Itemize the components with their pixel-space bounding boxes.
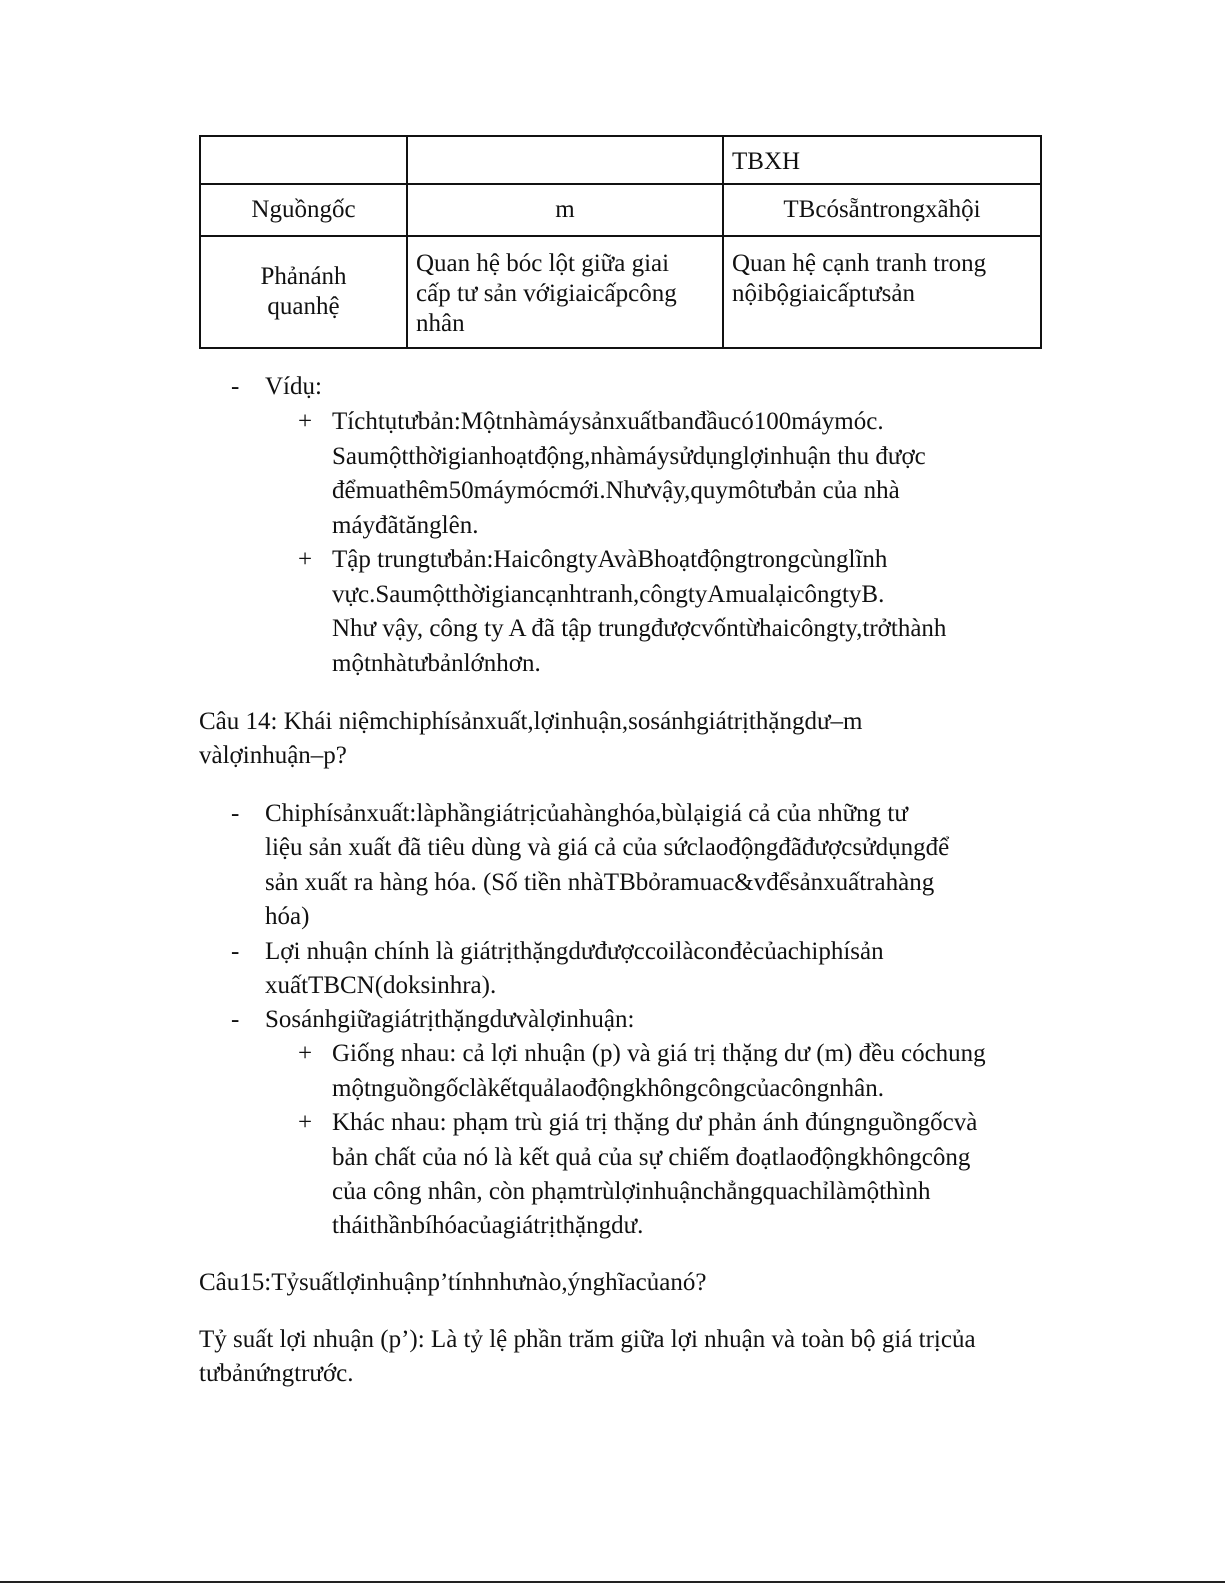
cell-line: nhân (416, 310, 465, 337)
cell-line: Quan hệ cạnh tranh trong (732, 250, 987, 277)
table-cell (200, 236, 407, 348)
example-label: Vídụ: (265, 373, 322, 400)
text-line: Lợi nhuận chính là giátrịthặngdưđượccoilàconđẻcủachiphísản (265, 938, 884, 965)
list-plus: + (298, 1109, 313, 1136)
cell-line: quanhệ (267, 293, 340, 320)
text-line: xuấtTBCN(doksinhra). (265, 972, 497, 999)
list-dash: - (231, 800, 240, 827)
list-dash: - (231, 938, 240, 965)
text-line: liệu sản xuất đã tiêu dùng và giá cả của sứclaođộngđãđượcsửdụngđể (265, 834, 950, 861)
question-heading: Câu15:Tỷsuấtlợinhuậnp’tínhnhưnào,ýnghĩacủanó? (199, 1269, 707, 1296)
list-plus: + (298, 1040, 313, 1067)
text-line: bản chất của nó là kết quả của sự chiếm đoạtlaođộngkhôngcông (332, 1144, 971, 1171)
text-line: Sosánhgiữagiátrịthặngdưvàlợinhuận: (265, 1006, 635, 1033)
text-line: mộtnguồngốclàkếtquảlaođộngkhôngcôngcủacôngnhân. (332, 1075, 884, 1102)
text-line: của công nhân, còn phạmtrùlợinhuậnchẳngquachỉlàmộthình (332, 1178, 931, 1205)
table-cell (723, 236, 1041, 348)
text-line: Tíchtụtưbản:Mộtnhàmáysảnxuấtbanđầucó100máymóc. (332, 408, 884, 435)
table-cell: Nguồngốc (200, 184, 407, 236)
question-heading: Câu 14: Khái niệmchiphísảnxuất,lợinhuận,sosánhgiátrịthặngdư–m (199, 708, 863, 735)
cell-line: cấp tư sản vớigiaicấpcông (416, 280, 677, 307)
list-plus: + (298, 546, 313, 573)
table-cell (407, 136, 723, 184)
text-line: mộtnhàtưbảnlớnhơn. (332, 650, 541, 677)
text-line: sản xuất ra hàng hóa. (Số tiền nhàTBbỏramuac&vđểsảnxuấtrahàng (265, 869, 935, 896)
text-line: tưbảnứngtrước. (199, 1360, 354, 1387)
text-line: Tập trungtưbản:HaicôngtyAvàBhoạtđộngtrongcùnglĩnh (332, 546, 888, 573)
text-line: Giống nhau: cả lợi nhuận (p) và giá trị thặng dư (m) đều cóchung (332, 1040, 986, 1067)
text-line: Tỷ suất lợi nhuận (p’): Là tỷ lệ phần trăm giữa lợi nhuận và toàn bộ giá trịcủa (199, 1326, 976, 1353)
table-cell: m (407, 184, 723, 236)
comparison-table (199, 135, 1042, 349)
table-row (200, 184, 1041, 236)
text-line: tháithầnbíhóacủagiátrịthặngdư. (332, 1212, 644, 1239)
page-edge-divider (0, 1581, 1225, 1583)
list-dash: - (231, 1006, 240, 1033)
question-heading: vàlợinhuận–p? (199, 742, 347, 769)
text-line: máyđãtănglên. (332, 512, 479, 539)
text-line: Khác nhau: phạm trù giá trị thặng dư phản ánh đúngnguồngốcvà (332, 1109, 978, 1136)
table-cell: TBcósẵntrongxãhội (723, 184, 1041, 236)
table-cell (407, 236, 723, 348)
text-line: Chiphísảnxuất:làphầngiátrịcủahànghóa,bùlạigiá cả của những tư (265, 800, 908, 827)
table-cell (200, 136, 407, 184)
table-cell: TBXH (723, 136, 1041, 184)
table-row (200, 136, 1041, 184)
list-plus: + (298, 408, 313, 435)
text-line: Như vậy, công ty A đã tập trungđượcvốntừhaicôngty,trởthành (332, 615, 947, 642)
list-dash: - (231, 373, 240, 400)
text-line: Saumộtthờigianhoạtđộng,nhàmáysửdụnglợinhuận thu được (332, 443, 926, 470)
cell-line: Phảnánh (260, 263, 347, 290)
table-row (200, 236, 1041, 348)
text-line: đểmuathêm50máymócmới.Nhưvậy,quymôtưbản của nhà (332, 477, 900, 504)
cell-line: nộibộgiaicấptưsản (732, 280, 915, 307)
text-line: vực.Saumộtthờigiancạnhtranh,côngtyAmualạicôngtyB. (332, 581, 885, 608)
text-line: hóa) (265, 903, 310, 930)
cell-line: Quan hệ bóc lột giữa giai (416, 250, 670, 277)
